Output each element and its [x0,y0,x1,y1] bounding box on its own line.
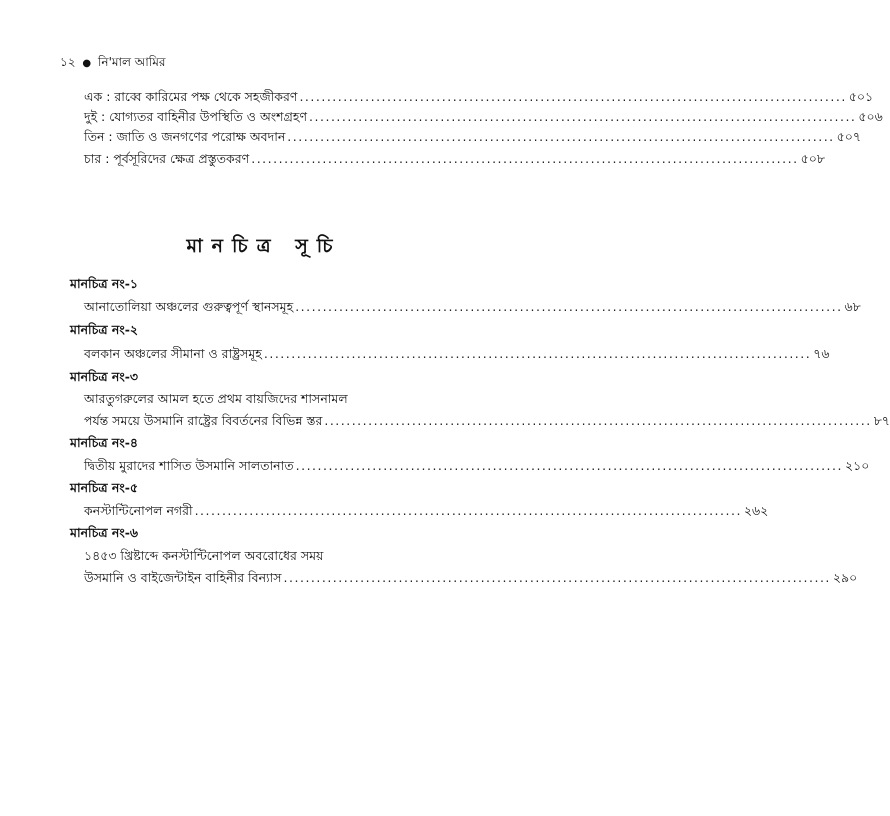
dot-leader: .................................................................................................... [287,129,835,144]
book-title: নি'মাল আমির [97,55,166,69]
toc-entry-text: দুই : যোগ্যতর বাহিনীর উপস্থিতি ও অংশগ্রহণ [84,109,308,124]
dot-leader: .................................................................................................... [309,109,857,124]
map-entry-page: ৬৮ [844,299,861,314]
toc-entry [84,109,883,129]
map-entry-page: ৭৬ [813,346,830,361]
map-heading: মানচিত্র নং-৬ [70,525,139,540]
map-entry-page: ২৬২ [743,503,769,518]
dot-leader: .................................................................................................... [299,89,847,104]
map-entry-text: পর্যন্ত সময়ে উসমানি রাষ্ট্রের বিবর্তনের বিভিন্ন স্তর [84,413,323,428]
toc-entry-page: ৫০৭ [836,129,862,144]
map-entry [84,346,830,366]
toc-entry [84,151,825,171]
map-entry-text: উসমানি ও বাইজেন্টাইন বাহিনীর বিন্যাস [84,570,282,585]
dot-leader: .................................................................................................... [263,346,812,361]
map-entry-text: ১৪৫৩ খ্রিষ্টাব্দে কনস্টান্টিনোপল অবরোধের সময় [84,548,324,563]
map-heading: মানচিত্র নং-৫ [70,480,139,495]
page-number: ১২ [60,55,76,69]
dot-leader: .................................................................................................... [295,299,843,314]
dot-leader: .................................................................................................... [295,458,843,473]
map-entry [84,503,769,523]
map-heading: মানচিত্র নং-৪ [70,435,139,450]
map-heading: মানচিত্র নং-৩ [70,369,139,384]
toc-entry-page: ৫০৮ [800,151,825,166]
map-entry-text: আনাতোলিয়া অঞ্চলের গুরুত্বপূর্ণ স্থানসমূহ [84,299,294,314]
section-title: মানচিত্র সূচি [186,235,342,257]
toc-entry [84,89,874,109]
map-entry-text: দ্বিতীয় মুরাদের শাসিত উসমানি সালতানাত [84,458,294,473]
dot-leader: .................................................................................................... [194,503,742,518]
toc-entry-text: চার : পূর্বসূরিদের ক্ষেত্র প্রস্তুতকরণ [84,151,250,166]
toc-entry-text: এক : রাব্বে কারিমের পক্ষ থেকে সহজীকরণ [84,89,298,104]
bullet-separator: ● [82,58,92,69]
map-entry [84,458,870,478]
dot-leader: .................................................................................................... [324,413,872,428]
toc-entry [84,129,862,149]
map-entry [84,413,890,433]
dot-leader: .................................................................................................... [251,151,799,166]
map-entry-text: বলকান অঞ্চলের সীমানা ও রাষ্ট্রসমূহ [84,346,262,361]
dot-leader: .................................................................................................... [283,570,831,585]
toc-entry-text: তিন : জাতি ও জনগণের পরোক্ষ অবদান [84,129,286,144]
map-entry [84,570,858,590]
map-heading: মানচিত্র নং-২ [70,322,139,337]
map-entry-text: কনস্টান্টিনোপল নগরী [84,503,193,518]
map-entry-page: ২১০ [844,458,870,473]
map-heading: মানচিত্র নং-১ [70,276,139,291]
map-entry-text: আরতুগরুলের আমল হতে প্রথম বায়জিদের শাসনামল [84,391,348,406]
running-head [60,54,165,74]
map-entry [84,299,861,319]
map-entry-page: ৮৭ [873,413,890,428]
toc-entry-page: ৫০৬ [858,109,883,124]
toc-entry-page: ৫০১ [848,89,874,104]
map-entry-page: ২৯০ [832,570,858,585]
